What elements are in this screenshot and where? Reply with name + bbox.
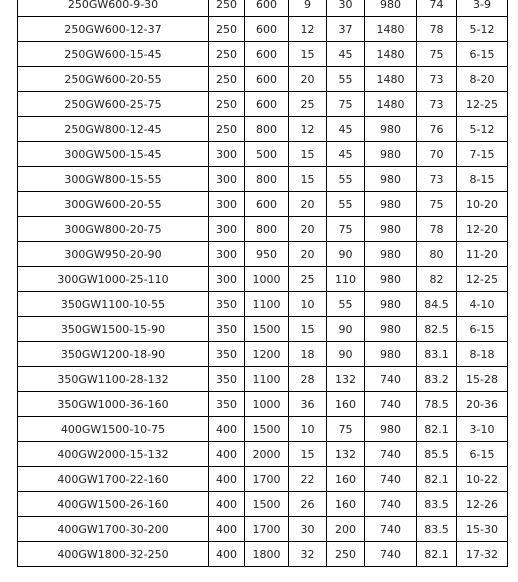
value-cell-3: 20 — [289, 242, 327, 267]
pump-spec-table-body — [18, 0, 508, 567]
value-cell-2: 1700 — [245, 467, 289, 492]
value-cell-3: 10 — [289, 292, 327, 317]
model-cell: 350GW1500-15-90 — [18, 317, 209, 342]
value-cell-4: 55 — [327, 192, 365, 217]
table-row — [18, 192, 508, 217]
value-cell-1: 300 — [209, 242, 245, 267]
table-row — [18, 217, 508, 242]
value-cell-7: 5-12 — [457, 17, 508, 42]
value-cell-7: 8-15 — [457, 167, 508, 192]
value-cell-4: 90 — [327, 342, 365, 367]
value-cell-1: 350 — [209, 342, 245, 367]
table-row — [18, 517, 508, 542]
model-cell: 300GW950-20-90 — [18, 242, 209, 267]
value-cell-4: 250 — [327, 542, 365, 567]
value-cell-6: 82.1 — [417, 467, 457, 492]
value-cell-3: 10 — [289, 417, 327, 442]
value-cell-2: 1100 — [245, 367, 289, 392]
value-cell-2: 600 — [245, 92, 289, 117]
model-cell: 250GW800-12-45 — [18, 117, 209, 142]
value-cell-3: 15 — [289, 442, 327, 467]
model-cell: 350GW1100-28-132 — [18, 367, 209, 392]
model-cell: 300GW500-15-45 — [18, 142, 209, 167]
value-cell-4: 45 — [327, 42, 365, 67]
value-cell-7: 12-25 — [457, 267, 508, 292]
value-cell-2: 800 — [245, 117, 289, 142]
value-cell-6: 83.2 — [417, 367, 457, 392]
value-cell-3: 36 — [289, 392, 327, 417]
value-cell-6: 85.5 — [417, 442, 457, 467]
value-cell-6: 78 — [417, 17, 457, 42]
value-cell-6: 84.5 — [417, 292, 457, 317]
value-cell-6: 82.5 — [417, 317, 457, 342]
table-row — [18, 542, 508, 567]
value-cell-5: 740 — [365, 517, 417, 542]
value-cell-7: 15-28 — [457, 367, 508, 392]
table-row — [18, 342, 508, 367]
value-cell-4: 75 — [327, 217, 365, 242]
value-cell-5: 740 — [365, 442, 417, 467]
value-cell-1: 400 — [209, 517, 245, 542]
value-cell-6: 70 — [417, 142, 457, 167]
value-cell-3: 20 — [289, 192, 327, 217]
value-cell-3: 18 — [289, 342, 327, 367]
value-cell-7: 8-18 — [457, 342, 508, 367]
value-cell-2: 1100 — [245, 292, 289, 317]
value-cell-5: 980 — [365, 267, 417, 292]
model-cell: 250GW600-20-55 — [18, 67, 209, 92]
value-cell-3: 30 — [289, 517, 327, 542]
value-cell-5: 740 — [365, 367, 417, 392]
value-cell-2: 1000 — [245, 392, 289, 417]
value-cell-5: 1480 — [365, 17, 417, 42]
value-cell-7: 10-22 — [457, 467, 508, 492]
model-cell: 300GW800-15-55 — [18, 167, 209, 192]
value-cell-4: 55 — [327, 167, 365, 192]
model-cell: 350GW1000-36-160 — [18, 392, 209, 417]
model-cell: 300GW600-20-55 — [18, 192, 209, 217]
value-cell-7: 12-25 — [457, 92, 508, 117]
pump-spec-table — [17, 0, 508, 567]
value-cell-7: 3-10 — [457, 417, 508, 442]
value-cell-3: 9 — [289, 0, 327, 17]
value-cell-2: 600 — [245, 67, 289, 92]
table-row — [18, 367, 508, 392]
value-cell-1: 400 — [209, 442, 245, 467]
table-row — [18, 267, 508, 292]
model-cell: 250GW600-9-30 — [18, 0, 209, 17]
value-cell-5: 980 — [365, 192, 417, 217]
table-row — [18, 317, 508, 342]
value-cell-1: 350 — [209, 367, 245, 392]
value-cell-7: 7-15 — [457, 142, 508, 167]
value-cell-3: 28 — [289, 367, 327, 392]
value-cell-6: 82 — [417, 267, 457, 292]
table-row — [18, 92, 508, 117]
value-cell-1: 400 — [209, 542, 245, 567]
value-cell-2: 1700 — [245, 517, 289, 542]
value-cell-1: 400 — [209, 417, 245, 442]
value-cell-7: 8-20 — [457, 67, 508, 92]
value-cell-6: 82.1 — [417, 542, 457, 567]
value-cell-5: 980 — [365, 242, 417, 267]
value-cell-7: 6-15 — [457, 317, 508, 342]
value-cell-2: 2000 — [245, 442, 289, 467]
value-cell-4: 160 — [327, 467, 365, 492]
value-cell-5: 980 — [365, 117, 417, 142]
value-cell-5: 980 — [365, 0, 417, 17]
value-cell-3: 12 — [289, 17, 327, 42]
value-cell-7: 12-26 — [457, 492, 508, 517]
value-cell-7: 4-10 — [457, 292, 508, 317]
value-cell-7: 10-20 — [457, 192, 508, 217]
value-cell-2: 600 — [245, 0, 289, 17]
value-cell-4: 45 — [327, 142, 365, 167]
value-cell-1: 300 — [209, 142, 245, 167]
table-row — [18, 17, 508, 42]
value-cell-3: 12 — [289, 117, 327, 142]
model-cell: 400GW1500-26-160 — [18, 492, 209, 517]
model-cell: 400GW1500-10-75 — [18, 417, 209, 442]
value-cell-5: 1480 — [365, 42, 417, 67]
value-cell-3: 20 — [289, 217, 327, 242]
value-cell-7: 17-32 — [457, 542, 508, 567]
value-cell-3: 32 — [289, 542, 327, 567]
value-cell-1: 300 — [209, 217, 245, 242]
value-cell-5: 1480 — [365, 67, 417, 92]
value-cell-2: 600 — [245, 17, 289, 42]
value-cell-3: 15 — [289, 42, 327, 67]
value-cell-7: 5-12 — [457, 117, 508, 142]
value-cell-1: 300 — [209, 267, 245, 292]
value-cell-2: 600 — [245, 42, 289, 67]
value-cell-1: 250 — [209, 17, 245, 42]
value-cell-1: 250 — [209, 92, 245, 117]
table-row — [18, 117, 508, 142]
value-cell-4: 90 — [327, 242, 365, 267]
table-row — [18, 167, 508, 192]
value-cell-7: 3-9 — [457, 0, 508, 17]
value-cell-6: 75 — [417, 42, 457, 67]
value-cell-5: 980 — [365, 342, 417, 367]
table-row — [18, 142, 508, 167]
model-cell: 250GW600-12-37 — [18, 17, 209, 42]
value-cell-1: 250 — [209, 0, 245, 17]
value-cell-1: 250 — [209, 67, 245, 92]
value-cell-6: 74 — [417, 0, 457, 17]
value-cell-6: 76 — [417, 117, 457, 142]
value-cell-7: 6-15 — [457, 42, 508, 67]
value-cell-6: 78.5 — [417, 392, 457, 417]
table-row — [18, 292, 508, 317]
value-cell-6: 82.1 — [417, 417, 457, 442]
value-cell-3: 20 — [289, 67, 327, 92]
value-cell-5: 980 — [365, 317, 417, 342]
value-cell-3: 15 — [289, 142, 327, 167]
value-cell-2: 1800 — [245, 542, 289, 567]
value-cell-5: 740 — [365, 542, 417, 567]
value-cell-3: 15 — [289, 317, 327, 342]
value-cell-6: 83.5 — [417, 492, 457, 517]
table-row — [18, 42, 508, 67]
table-row — [18, 0, 508, 17]
value-cell-6: 80 — [417, 242, 457, 267]
value-cell-4: 37 — [327, 17, 365, 42]
value-cell-5: 980 — [365, 417, 417, 442]
value-cell-5: 1480 — [365, 92, 417, 117]
value-cell-5: 980 — [365, 292, 417, 317]
table-row — [18, 417, 508, 442]
value-cell-1: 350 — [209, 392, 245, 417]
value-cell-6: 73 — [417, 92, 457, 117]
value-cell-6: 73 — [417, 67, 457, 92]
value-cell-2: 1500 — [245, 317, 289, 342]
value-cell-2: 1500 — [245, 492, 289, 517]
value-cell-3: 26 — [289, 492, 327, 517]
value-cell-4: 160 — [327, 392, 365, 417]
table-row — [18, 67, 508, 92]
model-cell: 300GW1000-25-110 — [18, 267, 209, 292]
value-cell-4: 110 — [327, 267, 365, 292]
value-cell-3: 25 — [289, 92, 327, 117]
value-cell-4: 55 — [327, 67, 365, 92]
model-cell: 350GW1200-18-90 — [18, 342, 209, 367]
value-cell-1: 400 — [209, 492, 245, 517]
value-cell-4: 55 — [327, 292, 365, 317]
value-cell-6: 78 — [417, 217, 457, 242]
value-cell-1: 350 — [209, 292, 245, 317]
model-cell: 350GW1100-10-55 — [18, 292, 209, 317]
table-row — [18, 392, 508, 417]
model-cell: 300GW800-20-75 — [18, 217, 209, 242]
value-cell-5: 980 — [365, 142, 417, 167]
value-cell-2: 1000 — [245, 267, 289, 292]
value-cell-1: 400 — [209, 467, 245, 492]
model-cell: 400GW1700-30-200 — [18, 517, 209, 542]
value-cell-7: 20-36 — [457, 392, 508, 417]
value-cell-5: 740 — [365, 467, 417, 492]
table-row — [18, 492, 508, 517]
value-cell-5: 980 — [365, 217, 417, 242]
value-cell-2: 950 — [245, 242, 289, 267]
value-cell-2: 1500 — [245, 417, 289, 442]
model-cell: 400GW2000-15-132 — [18, 442, 209, 467]
value-cell-1: 250 — [209, 42, 245, 67]
value-cell-2: 800 — [245, 217, 289, 242]
value-cell-4: 45 — [327, 117, 365, 142]
model-cell: 400GW1700-22-160 — [18, 467, 209, 492]
value-cell-4: 75 — [327, 417, 365, 442]
value-cell-2: 500 — [245, 142, 289, 167]
value-cell-5: 740 — [365, 492, 417, 517]
value-cell-2: 800 — [245, 167, 289, 192]
value-cell-7: 12-20 — [457, 217, 508, 242]
value-cell-2: 600 — [245, 192, 289, 217]
value-cell-5: 980 — [365, 167, 417, 192]
value-cell-6: 83.1 — [417, 342, 457, 367]
value-cell-6: 73 — [417, 167, 457, 192]
value-cell-1: 300 — [209, 167, 245, 192]
value-cell-7: 11-20 — [457, 242, 508, 267]
value-cell-4: 132 — [327, 442, 365, 467]
value-cell-4: 90 — [327, 317, 365, 342]
model-cell: 250GW600-15-45 — [18, 42, 209, 67]
value-cell-1: 350 — [209, 317, 245, 342]
value-cell-1: 300 — [209, 192, 245, 217]
value-cell-2: 1200 — [245, 342, 289, 367]
value-cell-7: 15-30 — [457, 517, 508, 542]
table-row — [18, 442, 508, 467]
value-cell-3: 25 — [289, 267, 327, 292]
value-cell-3: 15 — [289, 167, 327, 192]
value-cell-6: 83.5 — [417, 517, 457, 542]
table-row — [18, 467, 508, 492]
value-cell-5: 740 — [365, 392, 417, 417]
value-cell-4: 75 — [327, 92, 365, 117]
value-cell-4: 132 — [327, 367, 365, 392]
value-cell-7: 6-15 — [457, 442, 508, 467]
table-row — [18, 242, 508, 267]
value-cell-4: 160 — [327, 492, 365, 517]
model-cell: 400GW1800-32-250 — [18, 542, 209, 567]
value-cell-4: 200 — [327, 517, 365, 542]
model-cell: 250GW600-25-75 — [18, 92, 209, 117]
value-cell-3: 22 — [289, 467, 327, 492]
value-cell-4: 30 — [327, 0, 365, 17]
value-cell-6: 75 — [417, 192, 457, 217]
value-cell-1: 250 — [209, 117, 245, 142]
